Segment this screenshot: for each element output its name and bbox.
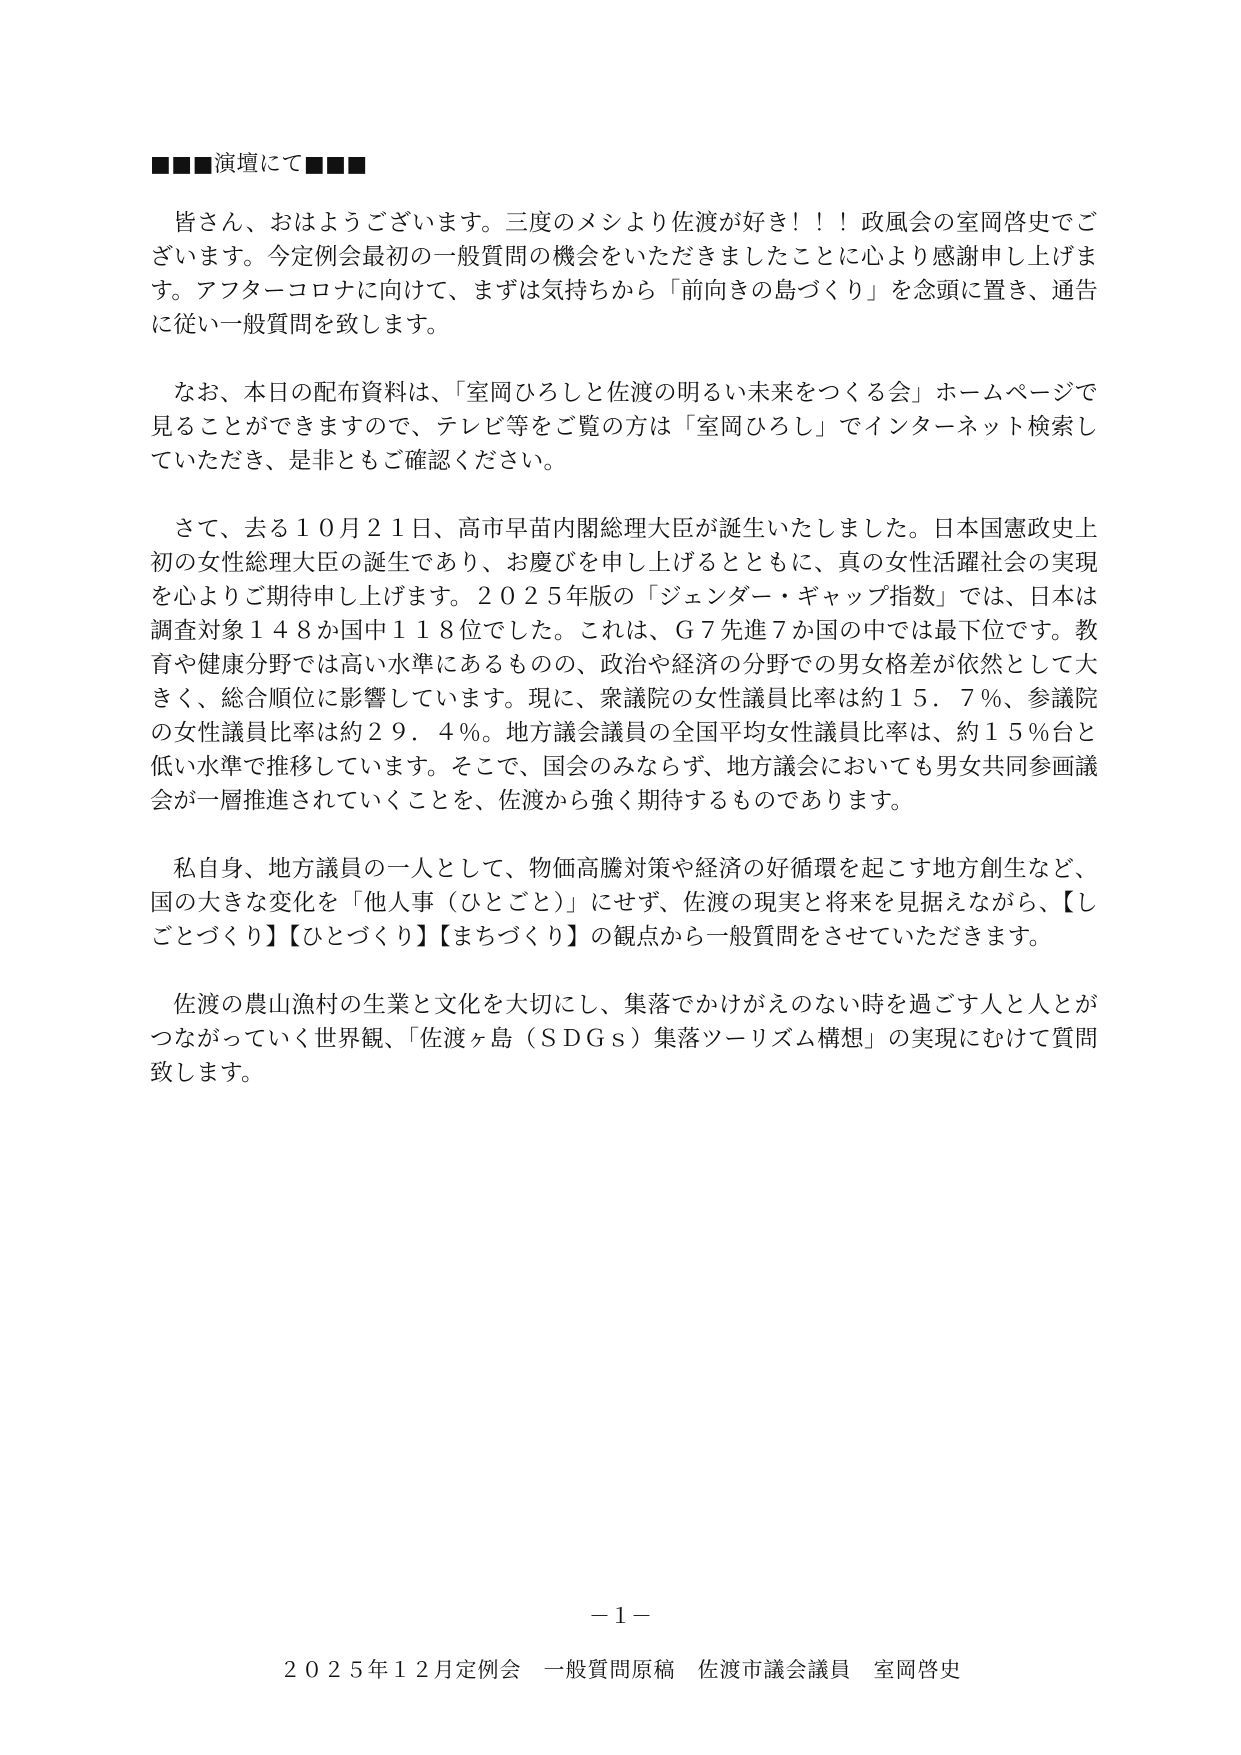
page-number: －１－: [589, 1604, 652, 1628]
section-heading: ■■■演壇にて■■■: [150, 152, 368, 177]
paragraph-gender-gap: さて、去る１０月２１日、高市早苗内閣総理大臣が誕生いたしました。日本国憲政史上初の女性総理大臣の誕生であり、お慶びを申し上げるとともに、真の女性活躍社会の実現を心よりご期待申し上げます。２０２５年版の「ジェンダー・ギャップ指数」では、日本は調査対象１４８か国中１１８位でした。これは、Ｇ７先進７か国の中では最下位です。教育や健康分野では高い水準にあるものの、政治や経済の分野での男女格差が依然として大きく、総合順位に影響しています。現に、衆議院の女性議員比率は約１５．７％、参議院の女性議員比率は約２９．４％。地方議会議員の全国平均女性議員比率は、約１５％台と低い水準で推移しています。そこで、国会のみならず、地方議会においても男女共同参画議会が一層推進されていくことを、佐渡から強く期待するものであります。: [150, 516, 1098, 814]
paragraph-materials-notice: なお、本日の配布資料は、「室岡ひろしと佐渡の明るい未来をつくる会」ホームページで見ることができますので、テレビ等をご覧の方は「室岡ひろし」でインターネット検索していただき、是非ともご確認ください。: [150, 380, 1098, 474]
paragraph-tourism-vision: 佐渡の農山漁村の生業と文化を大切にし、集落でかけがえのない時を過ごす人と人とがつながっていく世界観、「佐渡ヶ島（ＳＤＧｓ）集落ツーリズム構想」の実現にむけて質問致します。: [150, 992, 1098, 1086]
paragraph-greeting: 皆さん、おはようございます。三度のメシより佐渡が好き！！！政風会の室岡啓史でございます。今定例会最初の一般質問の機会をいただきましたことに心より感謝申し上げます。アフターコロナに向けて、まずは気持ちから「前向きの島づくり」を念頭に置き、通告に従い一般質問を致します。: [150, 210, 1098, 338]
page-footer: ２０２５年１２月定例会 一般質問原稿 佐渡市議会議員 室岡啓史: [279, 1658, 962, 1682]
document-body: [150, 150, 1098, 1124]
paragraph-viewpoints: 私自身、地方議員の一人として、物価高騰対策や経済の好循環を起こす地方創生など、国の大きな変化を「他人事（ひとごと）」にせず、佐渡の現実と将来を見据えながら、【しごとづくり】【ひとづくり】【まちづくり】の観点から一般質問をさせていただきます。: [150, 856, 1098, 950]
